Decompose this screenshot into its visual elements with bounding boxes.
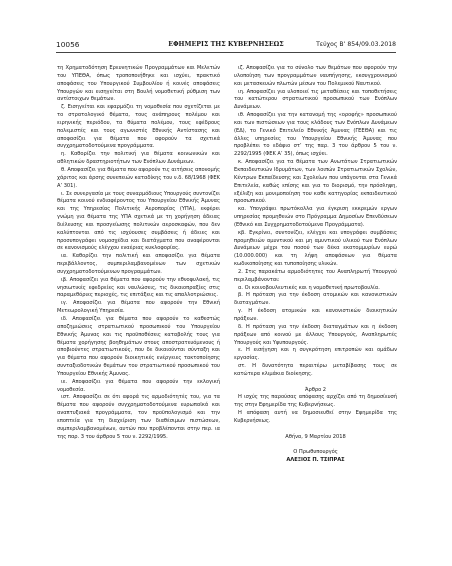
paragraph: α. Οι κοινοβουλευτικές και η νομοθετική πρωτοβουλία.	[238, 284, 380, 291]
page-header	[56, 40, 396, 51]
signature-name: ΑΛΕΞΙΟΣ Π. ΤΣΙΠΡΑΣ	[286, 457, 345, 464]
paragraph: ιγ. Αποφασίζει για θέματα που αφορούν την Εθνική Μετεωρολογική Υπηρεσία.	[57, 300, 220, 315]
paragraph: ιη. Αποφασίζει για υλοποιεί τις μεταθέσεις και τοποθετήσεις του κατώτερου στρατιωτικού προσωπικού των Ενόπλων Δυνάμεων.	[234, 88, 397, 111]
header-rule	[56, 52, 396, 53]
paragraph: η. Καθορίζει την πολιτική για θέματα κοινωνικών και αθλητικών δραστηριοτήτων των Ενόπλων Δυνάμεων.	[57, 151, 220, 166]
paragraph: κ. Αποφασίζει για τα θέματα των Ανωτάτων Στρατιωτικών Εκπαιδευτικών Ιδρυμάτων, των λοιπών Στρατιωτικών Σχολών, Κέντρων Εκπαίδευσης και Σχολείων που υπάγονται στα Γενικά Επιτελεία, καθώς επίσης και για το διορισμό, την πρόσληψη, εξέλιξη και μονιμοποίηση του καθε κατηγορίας εκπαιδευτικού προσωπικού.	[234, 159, 397, 205]
paragraph: Η απόφαση αυτή να δημοσιευθεί στην Εφημερίδα της Κυβερνήσεως.	[234, 410, 397, 424]
signature-role: Ο Πρωθυπουργός	[293, 449, 338, 456]
paragraph: ι. Σε συνεργασία με τους συναρμόδιους Υπουργούς συντονίζει θέματα κοινού ενδιαφέροντος του Υπουργείου Εθνικής Άμυνας και της Υπηρεσίας Πολιτικής Αεροπορίας (ΥΠΑ), εκφέρει γνώμη για θέματα της ΥΠΑ σχετικά με τη χορήγηση άδειας διέλευσης και προσγείωσης πολιτικών αεροσκαφών, που δεν καλύπτονται από τις ισχύουσες συμβάσεις ή άδειες και προσυπογράφει νομοσχέδια και διατάγματα που αναφέρονται σε κανονισμούς ελέγχου εναέριας κυκλοφορίας.	[57, 190, 220, 252]
spacer	[234, 426, 397, 434]
paragraph: ιστ. Αποφασίζει σε ότι αφορά τις αρμοδιότητές του, για τα θέματα που αφορούν συγχρηματοδοτούμενα ευρωπαϊκά και αναπτυξιακά προγράμματα, τον προϋπολογισμό και την εποπτεία για τη διαχείριση των διαθέσιμων πιστώσεων, συμπεριλαμβανομένων, αυτών που προβλέπονται στην περ. ια της παρ. 3 του άρθρου 5 του ν. 2292/1995.	[57, 394, 220, 440]
paragraph: β. Η πρόταση για την έκδοση ατομικών και κανονιστικών διαταγμάτων.	[234, 292, 397, 307]
paragraph: γ. Η έκδοση ατομικών και κανονιστικών διοικητικών πράξεων.	[234, 308, 397, 322]
paragraph: ιζ. Αποφασίζει για το σύνολο των θεμάτων που αφορούν την υλοποίηση των προγραμμάτων ναυπήγησης, εκσυγχρονισμού και μετασκευών πλωτών μέσων του Πολεμικού Ναυτικού.	[234, 65, 397, 87]
left-column	[57, 65, 220, 442]
page-number: 10056	[56, 40, 80, 49]
signature-place-date: Αθήνα, 9 Μαρτίου 2018	[285, 433, 346, 440]
paragraph: θ. Αποφασίζει για θέματα που αφορούν τις αιτήσεις απονομής χάριτος και άρσης συνεπειών καταδίκης του ν.δ. 68/1968 (ΦΕΚ Α’ 301).	[57, 166, 220, 189]
issue-reference: Τεύχος Β’ 854/09.03.2018	[316, 41, 396, 48]
paragraph: ζ. Εισηγείται και εφαρμόζει τη νομοθεσία που σχετίζεται με το στρατολογικό θέματα, τους ανάπηρους πολέμου και ειρηνικής περιόδου, τα θύματα πολέμου, τους εφέδρους πολεμιστές και τους αγωνιστές Εθνικής Αντίστασης και αποφασίζει για θέματα που αφορούν τα σχετικά συγχρηματοδοτούμενα προγράμματα.	[57, 104, 220, 150]
spacer	[234, 379, 397, 387]
paragraph: 2. Στις παρακάτω αρμοδιότητες του Αναπληρωτή Υπουργού περιλαμβάνονται:	[234, 268, 397, 283]
paragraph: Η ισχύς της παρούσας απόφασης αρχίζει από τη δημοσίευσή της στην Εφημερίδα της Κυβερνήσεως.	[234, 394, 397, 409]
paragraph: κα. Υπογράφει πρωτόκολλα για έγκριση εκκρεμών εργων υπηρεσίας προμηθειών στο Πρόγραμμα Δημοσίων Επενδύσεων (Εθνικό και Συγχρηματοδοτούμενα Προγράμματα).	[234, 206, 397, 228]
paragraph: ιδ. Αποφασίζει για θέματα που αφορούν το καθεστώς αποζημιώσεις στρατιωτικού προσωπικού του Υπουργείου Εθνικής Άμυνας και τις προϋποθέσεις καταβολής τους για θέματα χορήγησης βοηθημάτων στους αποστρατευόμενους ή αποβιούντες στρατιωτικούς, που δε δικαιούνται σύνταξη και για θέματα που αφορούν διοικητικές ενέργειες τακτοποίησης συνταξιοδοτικών θεμάτων του στρατιωτικού προσωπικού του Υπουργείου Εθνικής Άμυνας.	[57, 316, 220, 377]
paragraph: κβ. Εγκρίνει, συντονίζει, ελέγχει και υπογράφει συμβάσεις προμηθειών αμυντικού και μη αμυντικού υλικού των Ενόπλων Δυνάμεων μέχρι του ποσού των δέκα εκατομμυρίων ευρώ (10.000.000) και τη λήψη αποφάσεων για θέματα κωδικοποίησης και τυποποίησης υλικών.	[234, 229, 397, 268]
paragraph: ιθ. Αποφασίζει για την κατανομή της «οροφής» προσωπικού και των πιστώσεων για τους κλάδους των Ενόπλων Δυνάμεων (ΕΔ), το Γενικό Επιτελείο Εθνικής Άμυνας (ΓΕΕΘΑ) και τις άλλες υπηρεσίες του Υπουργείου Εθνικής Άμυνας που προβλέπει το εδάφιο στ’ της παρ. 3 του άρθρου 5 του ν. 2292/1995 (ΦΕΚ Α’ 35), όπως ισχύει.	[234, 112, 397, 158]
paragraph: ιβ. Αποφασίζει για θέματα που αφορούν την εθνοφυλακή, τις νησιωτικές εφεδρείες και ναυλώσεις, τις δικαιοπραξίες στις παραμεθόριες περιοχές, τις επιτάξεις και τις απαλλοτριώσεις.	[57, 276, 220, 299]
article-heading: Άρθρο 2	[304, 386, 327, 393]
paragraph: τη Χρηματοδότηση Ερευνητικών Προγραμμάτων και Μελετών του ΥΠΕΘΑ, όπως τροποποιήθηκε και ισχύει, πρακτικό αποφάσεις του Υπουργικού Συμβουλίου ή κοινές αποφάσεις Υπουργών και εισηγείται στη Βουλή νομοθετική ρύθμιση των αντίστοιχων θεμάτων.	[57, 65, 220, 103]
paragraph: ια. Καθορίζει την πολιτική και αποφασίζει για θέματα περιβάλλοντος, συμπεριλαμβανομένων των σχετικών συγχρηματοδοτούμενων προγραμμάτων.	[57, 253, 220, 275]
paragraph: ιε. Αποφασίζει για θέματα που αφορούν την εκλογική νομοθεσία.	[57, 378, 220, 393]
right-column	[234, 65, 397, 465]
publication-title: ΕΦΗΜΕΡΙΣ ΤΗΣ ΚΥΒΕΡΝΗΣΕΩΣ	[168, 41, 284, 48]
paragraph: δ. Η πρόταση για την έκδοση διαταγμάτων και η έκδοση πράξεων από κοινού με άλλους Υπουργούς, Αναπληρωτές Υπουργούς και Υφυπουργούς.	[234, 323, 397, 346]
paragraph: ε. Η εισήγηση και η συγκρότηση επιτροπών και ομάδων εργασίας.	[234, 347, 397, 362]
paragraph: στ. Η δυνατότητα περαιτέρω μεταβίβασης τους σε κατώτερα κλιμάκια διοίκησης.	[234, 363, 397, 377]
